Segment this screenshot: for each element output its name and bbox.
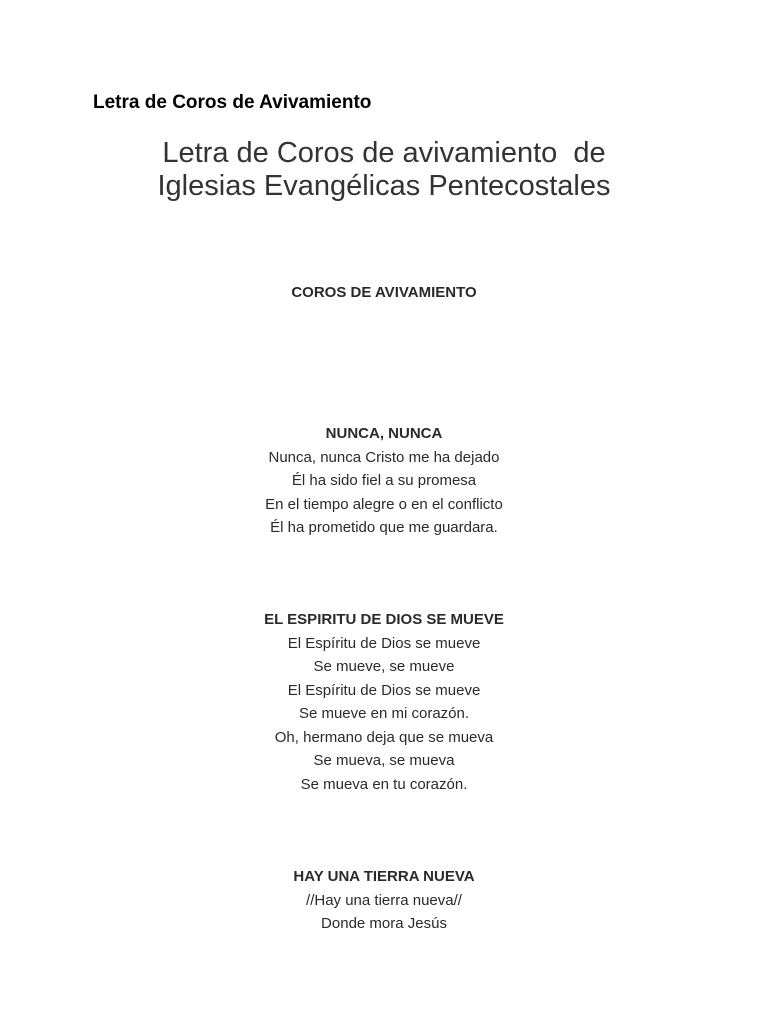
lyric-line: Se mueva, se mueva: [313, 752, 455, 769]
lyric-line: Donde mora Jesús: [321, 915, 447, 932]
song-title: NUNCA, NUNCA: [325, 425, 443, 442]
lyric-line: Él ha prometido que me guardara.: [270, 519, 498, 536]
song-el-espiritu-de-dios: [0, 608, 768, 796]
document-header: Letra de Coros de Avivamiento: [93, 92, 372, 113]
section-heading: COROS DE AVIVAMIENTO: [291, 284, 477, 301]
song-title: HAY UNA TIERRA NUEVA: [293, 868, 475, 885]
main-title-line-1: Letra de Coros de avivamiento de: [162, 137, 606, 169]
main-title-line-2: Iglesias Evangélicas Pentecostales: [157, 170, 611, 202]
song-title: EL ESPIRITU DE DIOS SE MUEVE: [264, 611, 504, 628]
lyric-line: Nunca, nunca Cristo me ha dejado: [268, 448, 500, 466]
lyric-line: En el tiempo alegre o en el conflicto: [265, 495, 503, 513]
lyric-line: Se mueve, se mueve: [313, 658, 455, 675]
lyric-line: Se mueve en mi corazón.: [298, 705, 470, 722]
main-title: [0, 137, 768, 203]
lyric-line: Se mueva en tu corazón.: [300, 775, 468, 793]
lyric-line: Oh, hermano deja que se mueva: [274, 728, 494, 746]
lyric-line: El Espíritu de Dios se mueve: [287, 681, 481, 699]
song-nunca-nunca: [0, 422, 768, 540]
song-hay-una-tierra-nueva: [0, 865, 768, 936]
lyric-line: //Hay una tierra nueva//: [306, 891, 462, 909]
lyric-line: Él ha sido fiel a su promesa: [291, 472, 477, 489]
lyric-line: El Espíritu de Dios se mueve: [287, 634, 481, 652]
